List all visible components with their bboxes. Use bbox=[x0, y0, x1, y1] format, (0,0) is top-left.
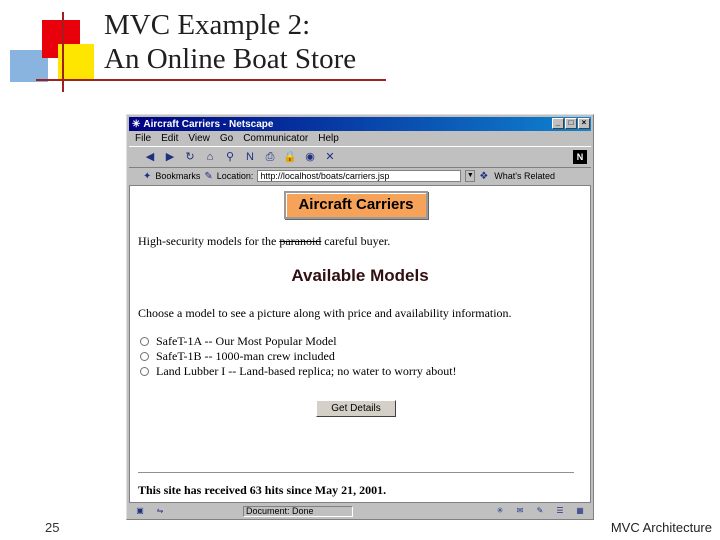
radio-button[interactable] bbox=[140, 367, 149, 376]
status-text: Document: Done bbox=[243, 506, 353, 517]
shop-icon[interactable]: ◉ bbox=[305, 151, 315, 163]
whats-related-button[interactable]: What's Related bbox=[494, 171, 556, 181]
location-label: Location: bbox=[216, 171, 254, 181]
netscape-throbber-icon: N bbox=[573, 150, 587, 164]
slide-title bbox=[104, 8, 356, 76]
model-option-label: SafeT-1B -- 1000-man crew included bbox=[156, 349, 335, 363]
menu-file[interactable]: File bbox=[135, 133, 152, 144]
tagline-start: High-security models for the bbox=[138, 234, 280, 248]
back-icon[interactable]: ◀ bbox=[145, 151, 155, 163]
instructions-text: Choose a model to see a picture along with price and availability information. bbox=[138, 306, 512, 320]
mail-icon[interactable]: ✉ bbox=[516, 506, 524, 515]
location-icon: ✎ bbox=[204, 170, 213, 182]
model-options bbox=[140, 334, 457, 379]
deco-horizontal-line bbox=[36, 79, 386, 81]
radio-button[interactable] bbox=[140, 337, 149, 346]
page-banner: Aircraft Carriers bbox=[284, 191, 428, 219]
model-option[interactable] bbox=[140, 334, 457, 349]
netscape-app-icon: ✳ bbox=[132, 118, 141, 130]
model-option-label: SafeT-1A -- Our Most Popular Model bbox=[156, 334, 337, 348]
window-title: Aircraft Carriers - Netscape bbox=[143, 118, 274, 130]
search-icon[interactable]: ⚲ bbox=[225, 151, 235, 163]
slide-number: 25 bbox=[45, 520, 60, 535]
location-input[interactable]: http://localhost/boats/carriers.jsp bbox=[257, 170, 461, 182]
menu-bar bbox=[129, 132, 591, 145]
newsgroup-icon[interactable]: ☰ bbox=[556, 506, 564, 515]
browser-window bbox=[126, 114, 594, 520]
addressbook-icon[interactable]: ▦ bbox=[576, 506, 584, 515]
hit-counter-text: This site has received 63 hits since May 21, 2001. bbox=[138, 483, 387, 497]
home-icon[interactable]: ⌂ bbox=[206, 151, 214, 163]
tagline-struck-word: paranoid bbox=[279, 234, 322, 248]
component-bar bbox=[493, 506, 591, 516]
slide-title-line1: MVC Example 2: bbox=[104, 9, 311, 41]
model-option[interactable] bbox=[140, 349, 457, 364]
connection-status-icon: ⇋ bbox=[156, 506, 164, 515]
get-details-button[interactable]: Get Details bbox=[316, 400, 396, 417]
bookmark-icon: ✦ bbox=[143, 170, 152, 182]
navigator-icon[interactable]: ✳ bbox=[496, 506, 504, 515]
models-heading: Available Models bbox=[291, 266, 429, 285]
location-dropdown-button[interactable]: ▼ bbox=[465, 170, 475, 182]
radio-button[interactable] bbox=[140, 352, 149, 361]
window-controls bbox=[552, 118, 590, 129]
menu-edit[interactable]: Edit bbox=[161, 133, 179, 144]
minimize-button[interactable]: _ bbox=[552, 118, 564, 129]
nav-toolbar bbox=[129, 146, 591, 168]
forward-icon[interactable]: ▶ bbox=[165, 151, 175, 163]
status-bar bbox=[129, 504, 591, 518]
slide-title-line2: An Online Boat Store bbox=[104, 43, 357, 75]
bookmarks-button[interactable]: Bookmarks bbox=[155, 171, 201, 181]
print-icon[interactable]: ⎙ bbox=[265, 151, 275, 163]
netscape-icon[interactable]: N bbox=[246, 151, 254, 163]
page-content bbox=[129, 185, 591, 503]
composer-icon[interactable]: ✎ bbox=[536, 506, 544, 515]
menu-communicator[interactable]: Communicator bbox=[243, 133, 309, 144]
window-titlebar[interactable] bbox=[129, 117, 591, 131]
security-icon[interactable]: 🔒 bbox=[283, 151, 297, 163]
location-bar bbox=[129, 169, 591, 183]
tagline bbox=[138, 234, 390, 249]
horizontal-rule bbox=[138, 472, 574, 474]
tagline-end: careful buyer. bbox=[321, 234, 391, 248]
security-status-icon[interactable]: ▣ bbox=[136, 506, 144, 515]
model-option[interactable] bbox=[140, 364, 457, 379]
stop-icon[interactable]: ✕ bbox=[325, 151, 335, 163]
menu-help[interactable]: Help bbox=[318, 133, 339, 144]
maximize-button[interactable]: □ bbox=[565, 118, 577, 129]
related-icon: ❖ bbox=[479, 170, 489, 182]
model-option-label: Land Lubber I -- Land-based replica; no water to worry about! bbox=[156, 364, 457, 378]
menu-view[interactable]: View bbox=[188, 133, 210, 144]
menu-go[interactable]: Go bbox=[219, 133, 234, 144]
close-button[interactable]: × bbox=[578, 118, 590, 129]
reload-icon[interactable]: ↻ bbox=[185, 151, 195, 163]
slide-footer: MVC Architecture bbox=[610, 520, 712, 535]
